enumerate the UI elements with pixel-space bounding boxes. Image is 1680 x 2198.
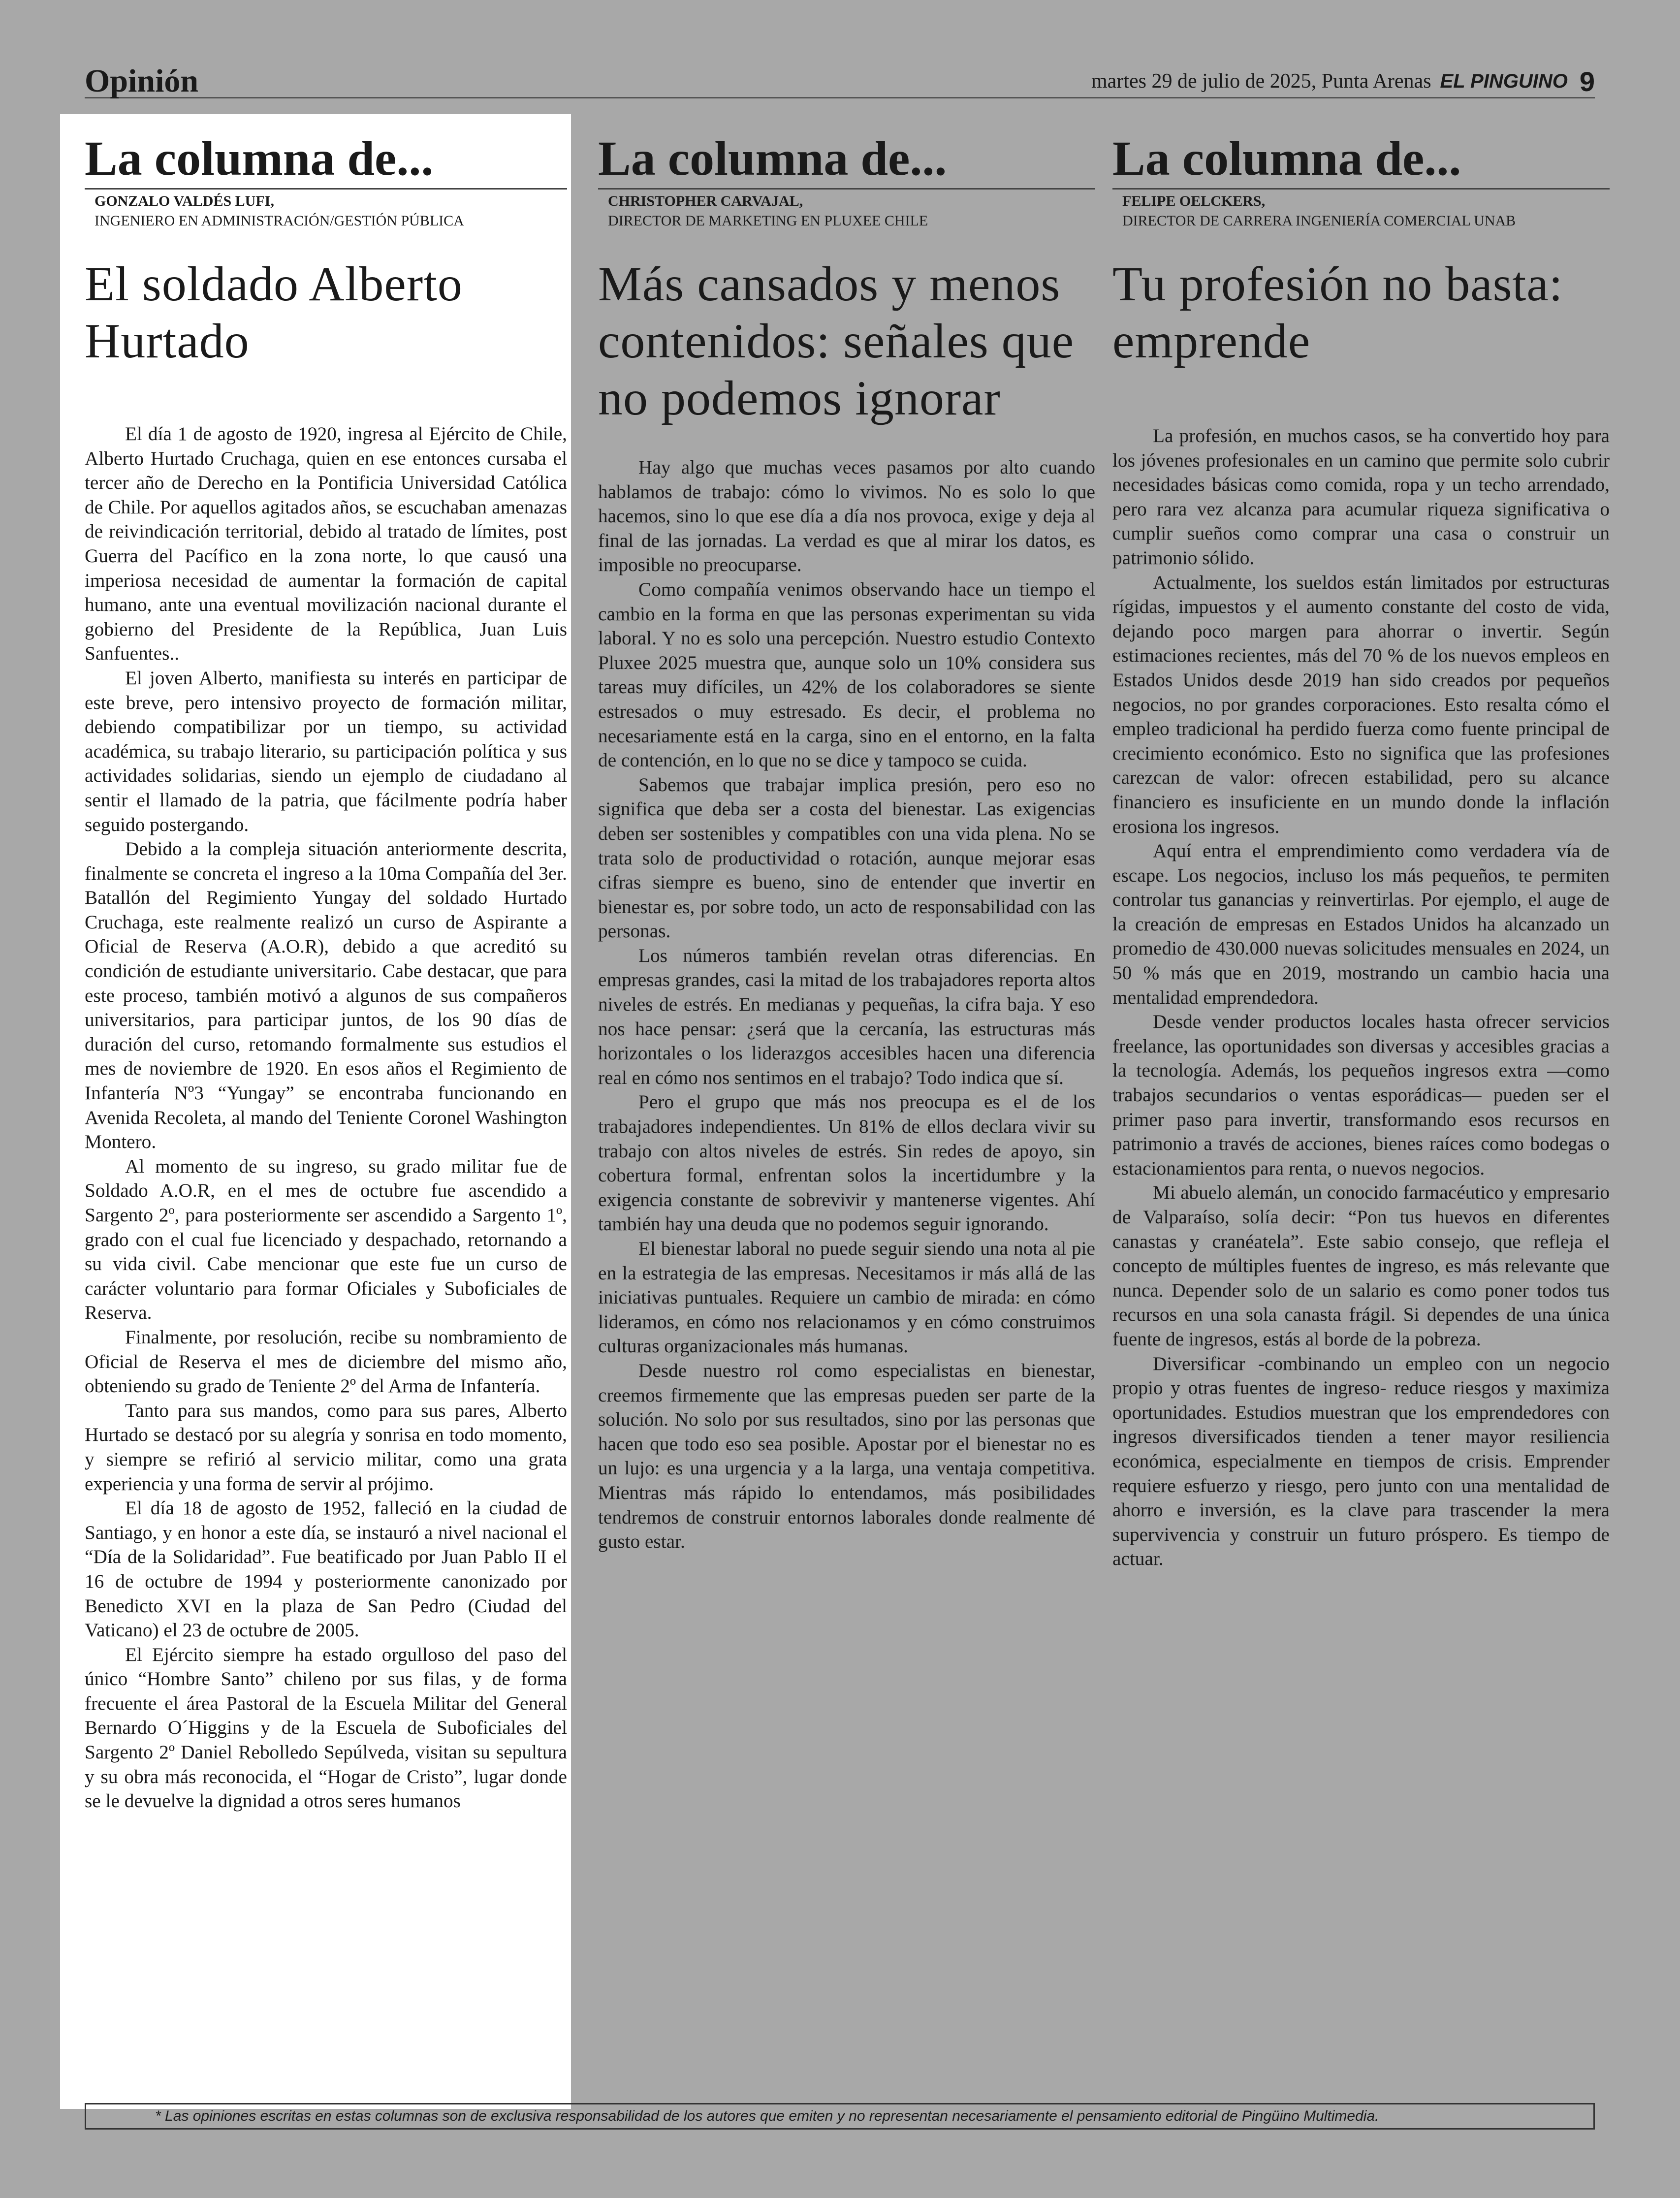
page-header [85, 64, 1595, 98]
author-title: DIRECTOR DE CARRERA INGENIERÍA COMERCIAL UNAB [1122, 213, 1516, 229]
newspaper-logo: EL PINGUINO [1440, 70, 1568, 92]
paragraph: Desde vender productos locales hasta ofrecer servicios freelance, las oportunidades son diversas y accesibles gracias a la tecnología. Además, los pequeños ingresos extra —como trabajos secundarios o ventas esporádicas— pueden ser el primer paso para invertir, transformando esos recursos en patrimonio a través de acciones, bienes raíces como bodegas o estacionamientos para renta, o nuevos negocios. [1112, 1011, 1610, 1179]
paragraph: Finalmente, por resolución, recibe su nombramiento de Oficial de Reserva el mes de diciembre del mismo año, obteniendo su grado de Teniente 2º del Arma de Infantería. [85, 1326, 567, 1397]
author-byline [95, 190, 567, 231]
paragraph: Mi abuelo alemán, un conocido farmacéutico y empresario de Valparaíso, solía decir: “Pon tus huevos en diferentes canastas y cranéatela”. Este sabio consejo, que refleja el concepto de múltiples fuentes de ingreso, es más relevante que nunca. Depender solo de un salario es como poner todos tus recursos en una sola canasta frágil. Si dependes de una única fuente de ingresos, estás al borde de la pobreza. [1112, 1181, 1610, 1350]
article-body [85, 422, 567, 1814]
paragraph: Desde nuestro rol como especialistas en bienestar, creemos firmemente que las empresas pueden ser parte de la solución. No solo por sus resultados, sino por las personas que hacen que todo eso sea posible. Apostar por el bienestar no es un lujo: es una urgencia y a la larga, una ventaja competitiva. Mientras más rápido lo entendamos, más posibilidades tendremos de construir entornos laborales donde realmente dé gusto estar. [598, 1359, 1095, 1553]
author-name: FELIPE OELCKERS, [1122, 193, 1266, 209]
paragraph: Al momento de su ingreso, su grado militar fue de Soldado A.O.R, en el mes de octubre fue ascendido a Sargento 2º, para posteriormente ser ascendido a Sargento 1º, grado con el cual fue licenciado y despachado, retornando a su vida civil. Cabe mencionar que este fue un curso de carácter voluntario para formar Oficiales y Suboficiales de Reserva. [85, 1155, 567, 1324]
author-title: DIRECTOR DE MARKETING EN PLUXEE CHILE [608, 213, 928, 229]
paragraph: El día 1 de agosto de 1920, ingresa al Ejército de Chile, Alberto Hurtado Cruchaga, quien en ese entonces cursaba el tercer año de Derecho en la Pontificia Universidad Católica de Chile. Por aquellos agitados años, se escuchaban amenazas de reivindicación territorial, debido al tratado de límites, post Guerra del Pacífico en la zona norte, lo que causó una imperiosa necesidad de aumentar la formación de capital humano, ante una eventual movilización nacional durante el gobierno del Presidente de la República, Juan Luis Sanfuentes.. [85, 423, 567, 665]
paragraph: Los números también revelan otras diferencias. En empresas grandes, casi la mitad de los trabajadores reporta altos niveles de estrés. En medianas y pequeñas, la cifra baja. Y eso nos hace pensar: ¿será que la cercanía, las estructuras más horizontales o los liderazgos accesibles hacen una diferencia real en cómo nos sentimos en el trabajo? Todo indica que sí. [598, 944, 1095, 1088]
author-name: GONZALO VALDÉS LUFI, [95, 193, 274, 209]
column-2 [598, 114, 1095, 1554]
dateline: martes 29 de julio de 2025, Punta Arenas [1091, 70, 1431, 93]
column-3 [1112, 114, 1610, 1571]
author-name: CHRISTOPHER CARVAJAL, [608, 193, 803, 209]
column-1 [85, 114, 567, 1814]
paragraph: Como compañía venimos observando hace un tiempo el cambio en la forma en que las personas experimentan su vida laboral. Y no es solo una percepción. Nuestro estudio Contexto Pluxee 2025 muestra que, aunque solo un 10% considera sus tareas muy difíciles, un 42% de los colaboradores se siente estresados o muy estresado. Es decir, el problema no necesariamente está en la carga, sino en el entorno, en la falta de contención, en lo que no se dice y tampoco se cuida. [598, 578, 1095, 771]
paragraph: Debido a la compleja situación anteriormente descrita, finalmente se concreta el ingreso a la 10ma Compañía del 3er. Batallón del Regimiento Yungay del soldado Hurtado Cruchaga, este realmente realizó un curso de Aspirante a Oficial de Reserva (A.O.R), debido a que acreditó su condición de estudiante universitario. Cabe destacar, que para este proceso, también motivó a algunos de sus compañeros universitarios, para participar juntos, de los 90 días de duración del curso, retomando formalmente sus estudios el mes de noviembre de 1920. En esos años el Regimiento de Infantería Nº3 “Yungay” se encontraba funcionando en Avenida Recoleta, al mando del Teniente Coronel Washington Montero. [85, 838, 567, 1153]
article-headline: Más cansados y menos contenidos: señales que no podemos ignorar [598, 256, 1075, 425]
paragraph: El joven Alberto, manifiesta su interés en participar de este breve, pero intensivo proyecto de formación militar, debiendo compatibilizar por un tiempo, su actividad académica, su trabajo literario, su participación política y sus actividades solidarias, siendo un ejemplo de ciudadano al sentir el llamado de la patria, que fácilmente podría haber seguido postergando. [85, 667, 567, 835]
article-body [1112, 424, 1610, 1571]
column-kicker: La columna de... [598, 114, 1095, 190]
paragraph: La profesión, en muchos casos, se ha convertido hoy para los jóvenes profesionales en un camino que permite solo cubrir necesidades básicas como comida, ropa y un techo arrendado, pero rara vez alcanza para acumular riqueza significativa o cumplir sueños como comprar una casa o construir un patrimonio sólido. [1112, 425, 1610, 569]
page-number: 9 [1579, 65, 1595, 97]
article-body [598, 455, 1095, 1554]
paragraph: Diversificar -combinando un empleo con un negocio propio y otras fuentes de ingreso- reduce riesgos y maximiza oportunidades. Estudios muestran que los emprendedores con ingresos diversificados tienden a tener mayor resiliencia económica, especialmente en tiempos de crisis. Emprender requiere esfuerzo y riesgo, pero junto con una mentalidad de ahorro e inversión, es la clave para trascender la mera supervivencia y construir un futuro próspero. Es tiempo de actuar. [1112, 1352, 1610, 1570]
section-title: Opinión [85, 63, 199, 99]
article-headline: Tu profesión no basta: emprende [1112, 256, 1563, 368]
disclaimer-box [85, 2103, 1595, 2130]
paragraph: Sabemos que trabajar implica presión, pero eso no significa que deba ser a costa del bienestar. Las exigencias deben ser sostenibles y compatibles con una vida plena. No se trata solo de productividad o rotación, aunque mejorar esas cifras siempre es bueno, sino de entender que invertir en bienestar es, por sobre todo, un acto de responsabilidad con las personas. [598, 773, 1095, 942]
column-kicker: La columna de... [85, 114, 567, 190]
paragraph: Pero el grupo que más nos preocupa es el de los trabajadores independientes. Un 81% de ellos declara vivir su trabajo con altos niveles de estrés. Sin redes de apoyo, sin cobertura formal, enfrentan solos la incertidumbre y la exigencia constante de sobrevivir y mantenerse vigentes. Ahí también hay una deuda que no podemos seguir ignorando. [598, 1091, 1095, 1235]
paragraph: Hay algo que muchas veces pasamos por alto cuando hablamos de trabajo: cómo lo vivimos. No es solo lo que hacemos, sino lo que ese día a día nos provoca, exige y deja al final de las jornadas. La verdad es que al mirar los datos, es imposible no preocuparse. [598, 456, 1095, 576]
author-title: INGENIERO EN ADMINISTRACIÓN/GESTIÓN PÚBLICA [95, 213, 464, 229]
column-kicker: La columna de... [1112, 114, 1610, 190]
paragraph: Tanto para sus mandos, como para sus pares, Alberto Hurtado se destacó por su alegría y sonrisa en todo momento, y siempre se refirió al servicio militar, como una grata experiencia y una forma de servir al prójimo. [85, 1399, 567, 1495]
paragraph: El día 18 de agosto de 1952, falleció en la ciudad de Santiago, y en honor a este día, se instauró a nivel nacional el “Día de la Solidaridad”. Fue beatificado por Juan Pablo II el 16 de octubre de 1994 y posteriormente canonizado por Benedicto XVI en la plaza de San Pedro (Ciudad del Vaticano) el 23 de octubre de 2005. [85, 1497, 567, 1641]
article-headline: El soldado Alberto Hurtado [85, 256, 463, 368]
author-byline [608, 190, 1095, 231]
paragraph: El bienestar laboral no puede seguir siendo una nota al pie en la estrategia de las empresas. Necesitamos ir más allá de las iniciativas puntuales. Requiere un cambio de mirada: en cómo lideramos, en cómo nos relacionamos y en cómo construimos culturas organizacionales más humanas. [598, 1238, 1095, 1357]
paragraph: El Ejército siempre ha estado orgulloso del paso del único “Hombre Santo” chileno por sus filas, y de forma frecuente el área Pastoral de la Escuela Militar del General Bernardo O´Higgins y de la Escuela de Suboficiales del Sargento 2º Daniel Rebolledo Sepúlveda, visitan su sepultura y su obra más reconocida, el “Hogar de Cristo”, lugar donde se le devuelve la dignidad a otros seres humanos [85, 1643, 567, 1812]
disclaimer-text: * Las opiniones escritas en estas columnas son de exclusiva responsabilidad de los autores que emiten y no representan necesariamente el pensamiento editorial de Pingüino Multimedia. [155, 2108, 1379, 2124]
header-meta [1091, 64, 1595, 98]
author-byline [1122, 190, 1610, 231]
paragraph: Aquí entra el emprendimiento como verdadera vía de escape. Los negocios, incluso los más pequeños, te permiten controlar tus ganancias y reinvertirlas. Por ejemplo, el auge de la creación de empresas en Estados Unidos ha alcanzado un promedio de 430.000 nuevas solicitudes mensuales en 2024, un 50 % más que en 2019, mostrando un cambio hacia una mentalidad emprendedora. [1112, 840, 1610, 1008]
paragraph: Actualmente, los sueldos están limitados por estructuras rígidas, impuestos y el aumento constante del costo de vida, dejando poco margen para ahorrar o invertir. Según estimaciones recientes, más del 70 % de los nuevos empleos en Estados Unidos desde 2019 han sido creados por pequeños negocios, no por grandes corporaciones. Esto resalta cómo el empleo tradicional ha perdido fuerza como fuente principal de crecimiento económico. Esto no significa que las profesiones carezcan de valor: ofrecen estabilidad, pero su alcance financiero es insuficiente en un mundo donde la inflación erosiona los ingresos. [1112, 571, 1610, 837]
